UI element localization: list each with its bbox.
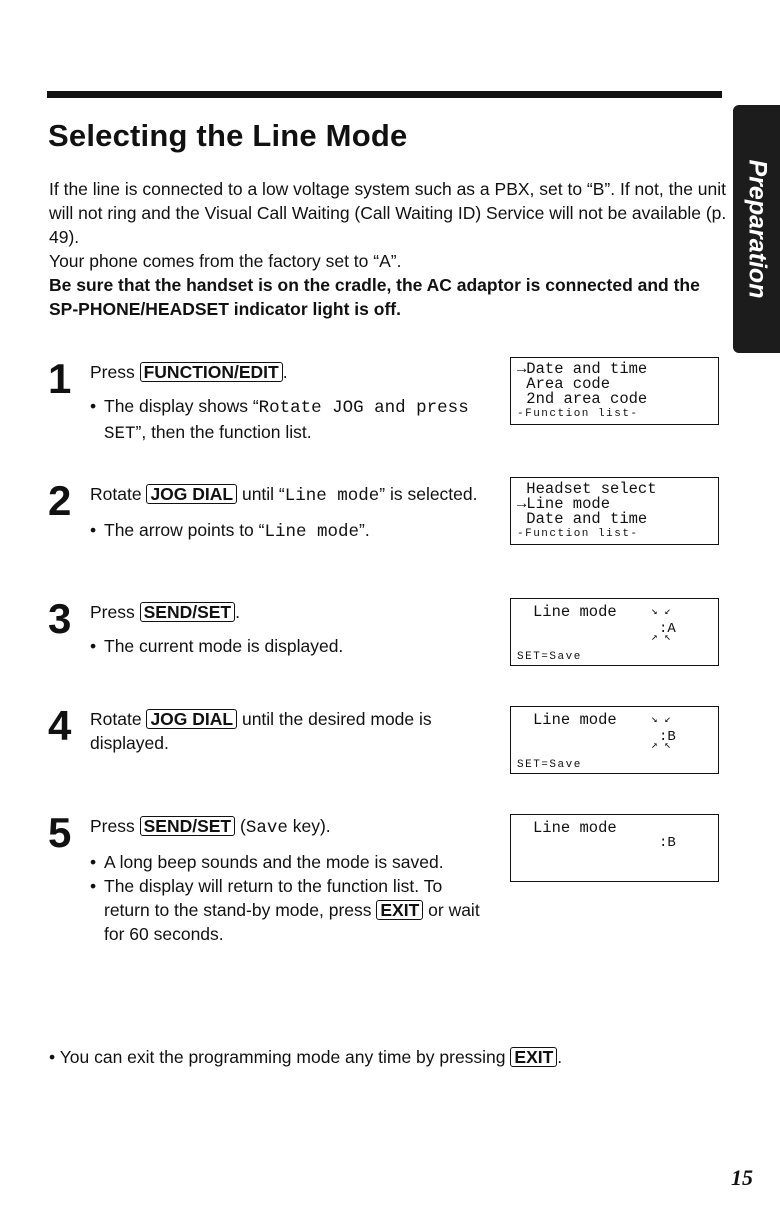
section-tab-label: Preparation <box>743 159 771 299</box>
lcd-line: Date and time <box>517 510 648 528</box>
page-number: 15 <box>731 1165 753 1190</box>
step-body: Press SEND/SET (Save key). • A long beep sounds and the mode is saved. • The display will return to the function list. To return to the stand-by mode, press EXIT or wait for 60 seconds. <box>90 814 490 946</box>
send-set-key: SEND/SET <box>140 602 236 622</box>
step-number: 5 <box>48 809 72 856</box>
jog-dial-key: JOG DIAL <box>146 484 237 504</box>
step-bullet: • The current mode is displayed. <box>90 634 490 658</box>
step-number: 1 <box>48 355 72 402</box>
lcd-value: :B <box>659 729 676 745</box>
intro-text <box>49 177 729 321</box>
step-text: Press <box>90 602 140 622</box>
lcd-value: :A <box>659 621 676 637</box>
step-body: Rotate JOG DIAL until “Line mode” is selected. • The arrow points to “Line mode”. <box>90 482 490 544</box>
lcd-display-3 <box>510 598 719 666</box>
step-body: Press SEND/SET . • The current mode is displayed. <box>90 600 490 658</box>
step-text: Press <box>90 362 140 382</box>
lcd-display-1 <box>510 357 719 425</box>
send-set-key: SEND/SET <box>140 816 236 836</box>
top-rule <box>47 91 722 98</box>
step-text: Rotate <box>90 709 147 729</box>
lcd-value: :B <box>659 835 676 851</box>
exit-key: EXIT <box>510 1047 557 1067</box>
step-number: 4 <box>48 702 72 749</box>
blink-marks: ↘ ↙ <box>651 606 671 618</box>
lcd-line: Area code <box>517 375 611 393</box>
lcd-line: -Function list- <box>517 528 639 540</box>
lcd-line: -Function list- <box>517 408 639 420</box>
blink-marks: ↗ ↖ <box>651 740 671 752</box>
lcd-line: Line mode <box>533 603 617 621</box>
step-bullet: • The display shows “Rotate JOG and press SET”, then the function list. <box>90 394 490 446</box>
lcd-line: Line mode <box>533 819 617 837</box>
blink-marks: ↗ ↖ <box>651 632 671 644</box>
step-text: Press <box>90 816 140 836</box>
section-tab <box>733 105 780 353</box>
step-number: 2 <box>48 477 72 524</box>
lcd-line: SET=Save <box>517 759 582 771</box>
step-bullet: • A long beep sounds and the mode is saved. <box>90 850 490 874</box>
step-bullet: • The display will return to the function list. To return to the stand-by mode, press EXIT or wait for 60 seconds. <box>90 874 490 946</box>
step-bullet: • The arrow points to “Line mode”. <box>90 518 490 544</box>
exit-key: EXIT <box>376 900 423 920</box>
lcd-line: SET=Save <box>517 651 582 663</box>
step-text: Rotate <box>90 484 147 504</box>
jog-dial-key: JOG DIAL <box>146 709 237 729</box>
intro-paragraph: If the line is connected to a low voltage system such as a PBX, set to “B”. If not, the unit will not ring and the Visual Call Waiting (Call Waiting ID) Service will not be available (p. 49). <box>49 179 727 247</box>
lcd-display-5 <box>510 814 719 882</box>
footnote: • You can exit the programming mode any time by pressing EXIT . <box>49 1047 563 1067</box>
lcd-display-4 <box>510 706 719 774</box>
step-text: . <box>282 362 288 382</box>
step-body: Rotate JOG DIAL until the desired mode is displayed. <box>90 709 432 753</box>
lcd-line: →Line mode <box>517 495 611 513</box>
page-title: Selecting the Line Mode <box>48 118 408 153</box>
intro-warning: Be sure that the handset is on the cradle, the AC adaptor is connected and the SP-PHONE/HEADSET indicator light is off. <box>49 275 700 319</box>
lcd-line: 2nd area code <box>517 390 648 408</box>
step-body <box>90 360 490 446</box>
intro-paragraph: Your phone comes from the factory set to “A”. <box>49 251 402 271</box>
lcd-line: →Date and time <box>517 360 648 378</box>
lcd-line: Headset select <box>517 480 657 498</box>
function-edit-key: FUNCTION/EDIT <box>140 362 283 382</box>
step-number: 3 <box>48 595 72 642</box>
lcd-line: Line mode <box>533 711 617 729</box>
lcd-display-2 <box>510 477 719 545</box>
blink-marks: ↘ ↙ <box>651 714 671 726</box>
